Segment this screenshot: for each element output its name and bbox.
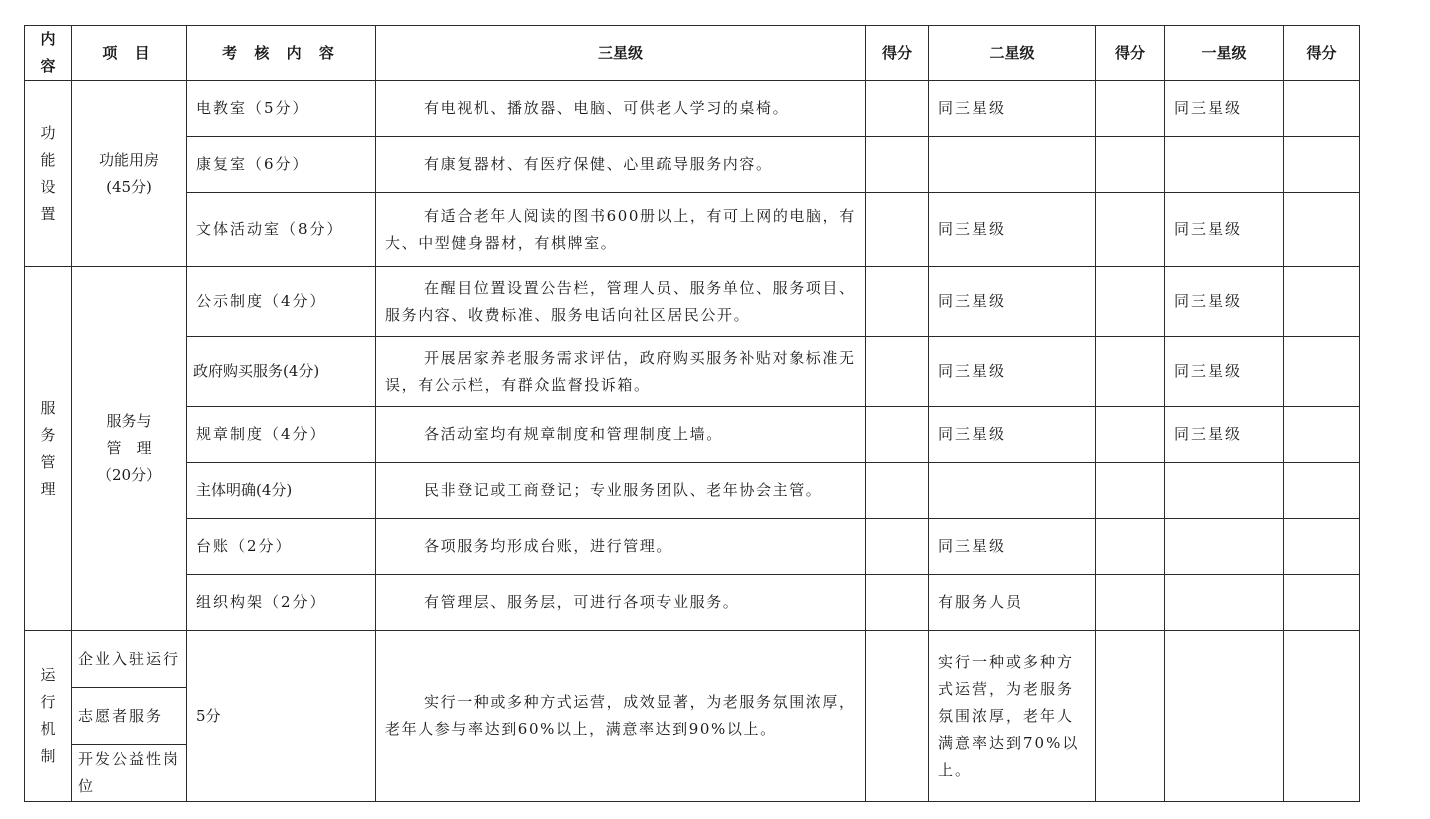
header-three-star: 三星级 bbox=[376, 26, 866, 81]
two-star-criteria: 同三星级 bbox=[929, 407, 1096, 463]
two-star-criteria: 实行一种或多种方式运营，为老服务氛围浓厚，老年人满意率达到70%以上。 bbox=[929, 631, 1096, 802]
score-cell bbox=[1284, 407, 1360, 463]
item-name: 主体明确(4分) bbox=[187, 463, 376, 519]
three-star-criteria: 有电视机、播放器、电脑、可供老人学习的桌椅。 bbox=[376, 81, 866, 137]
category-cell: 运行机制 bbox=[25, 631, 72, 802]
header-score-3: 得分 bbox=[866, 26, 929, 81]
three-star-criteria: 各活动室均有规章制度和管理制度上墙。 bbox=[376, 407, 866, 463]
table-row bbox=[25, 519, 1360, 575]
item-name: 组织构架（2分） bbox=[187, 575, 376, 631]
mechanism-item: 开发公益性岗位 bbox=[72, 745, 187, 802]
header-content: 内容 bbox=[25, 26, 72, 81]
one-star-criteria: 同三星级 bbox=[1165, 267, 1284, 337]
item-name: 电教室（5分） bbox=[187, 81, 376, 137]
header-item: 项 目 bbox=[72, 26, 187, 81]
three-star-criteria: 在醒目位置设置公告栏，管理人员、服务单位、服务项目、服务内容、收费标准、服务电话向社区居民公开。 bbox=[376, 267, 866, 337]
category-cell: 服务管理 bbox=[25, 267, 72, 631]
table-row bbox=[25, 631, 1360, 688]
score-cell bbox=[1284, 519, 1360, 575]
score-cell bbox=[866, 631, 929, 802]
two-star-criteria: 同三星级 bbox=[929, 337, 1096, 407]
score-cell bbox=[866, 81, 929, 137]
evaluation-table bbox=[24, 25, 1360, 802]
header-score-1: 得分 bbox=[1284, 26, 1360, 81]
header-two-star: 二星级 bbox=[929, 26, 1096, 81]
table-row bbox=[25, 193, 1360, 267]
three-star-criteria: 民非登记或工商登记；专业服务团队、老年协会主管。 bbox=[376, 463, 866, 519]
item-name: 台账（2分） bbox=[187, 519, 376, 575]
item-cell: 功能用房 (45分) bbox=[72, 81, 187, 267]
score-value: 5分 bbox=[187, 631, 376, 802]
mechanism-item: 志愿者服务 bbox=[72, 688, 187, 745]
score-cell bbox=[1284, 575, 1360, 631]
score-cell bbox=[1096, 631, 1165, 802]
one-star-criteria bbox=[1165, 631, 1284, 802]
two-star-criteria: 同三星级 bbox=[929, 193, 1096, 267]
one-star-criteria: 同三星级 bbox=[1165, 337, 1284, 407]
three-star-criteria: 有管理层、服务层，可进行各项专业服务。 bbox=[376, 575, 866, 631]
score-cell bbox=[1096, 337, 1165, 407]
score-cell bbox=[866, 463, 929, 519]
score-cell bbox=[866, 193, 929, 267]
table-row bbox=[25, 267, 1360, 337]
table-row bbox=[25, 137, 1360, 193]
score-cell bbox=[1284, 631, 1360, 802]
header-one-star: 一星级 bbox=[1165, 26, 1284, 81]
score-cell bbox=[1096, 407, 1165, 463]
score-cell bbox=[866, 407, 929, 463]
score-cell bbox=[1096, 137, 1165, 193]
two-star-criteria bbox=[929, 137, 1096, 193]
score-cell bbox=[1284, 337, 1360, 407]
header-row bbox=[25, 26, 1360, 81]
one-star-criteria: 同三星级 bbox=[1165, 407, 1284, 463]
one-star-criteria bbox=[1165, 137, 1284, 193]
item-name: 康复室（6分） bbox=[187, 137, 376, 193]
score-cell bbox=[1284, 267, 1360, 337]
category-cell: 功能设置 bbox=[25, 81, 72, 267]
three-star-criteria: 开展居家养老服务需求评估，政府购买服务补贴对象标准无误，有公示栏，有群众监督投诉箱。 bbox=[376, 337, 866, 407]
item-name: 规章制度（4分） bbox=[187, 407, 376, 463]
score-cell bbox=[1096, 575, 1165, 631]
one-star-criteria bbox=[1165, 463, 1284, 519]
two-star-criteria: 同三星级 bbox=[929, 267, 1096, 337]
score-cell bbox=[1284, 137, 1360, 193]
one-star-criteria: 同三星级 bbox=[1165, 81, 1284, 137]
score-cell bbox=[866, 267, 929, 337]
score-cell bbox=[1284, 81, 1360, 137]
table-row bbox=[25, 407, 1360, 463]
header-score-2: 得分 bbox=[1096, 26, 1165, 81]
three-star-criteria: 实行一种或多种方式运营，成效显著，为老服务氛围浓厚，老年人参与率达到60%以上，满意率达到90%以上。 bbox=[376, 631, 866, 802]
score-cell bbox=[1096, 193, 1165, 267]
score-cell bbox=[1096, 519, 1165, 575]
two-star-criteria bbox=[929, 463, 1096, 519]
mechanism-item: 企业入驻运行 bbox=[72, 631, 187, 688]
score-cell bbox=[866, 575, 929, 631]
table-row bbox=[25, 463, 1360, 519]
two-star-criteria: 有服务人员 bbox=[929, 575, 1096, 631]
item-name: 文体活动室（8分） bbox=[187, 193, 376, 267]
three-star-criteria: 有康复器材、有医疗保健、心里疏导服务内容。 bbox=[376, 137, 866, 193]
one-star-criteria bbox=[1165, 519, 1284, 575]
score-cell bbox=[866, 137, 929, 193]
header-check-content: 考 核 内 容 bbox=[187, 26, 376, 81]
score-cell bbox=[866, 337, 929, 407]
score-cell bbox=[1096, 267, 1165, 337]
three-star-criteria: 各项服务均形成台账，进行管理。 bbox=[376, 519, 866, 575]
two-star-criteria: 同三星级 bbox=[929, 81, 1096, 137]
item-name: 公示制度（4分） bbox=[187, 267, 376, 337]
table-row bbox=[25, 81, 1360, 137]
score-cell bbox=[866, 519, 929, 575]
one-star-criteria bbox=[1165, 575, 1284, 631]
two-star-criteria: 同三星级 bbox=[929, 519, 1096, 575]
score-cell bbox=[1096, 81, 1165, 137]
table-row bbox=[25, 337, 1360, 407]
three-star-criteria: 有适合老年人阅读的图书600册以上，有可上网的电脑，有大、中型健身器材，有棋牌室。 bbox=[376, 193, 866, 267]
score-cell bbox=[1096, 463, 1165, 519]
item-cell: 服务与 管 理 （20分） bbox=[72, 267, 187, 631]
score-cell bbox=[1284, 463, 1360, 519]
table-row bbox=[25, 575, 1360, 631]
one-star-criteria: 同三星级 bbox=[1165, 193, 1284, 267]
item-name: 政府购买服务(4分) bbox=[187, 337, 376, 407]
score-cell bbox=[1284, 193, 1360, 267]
